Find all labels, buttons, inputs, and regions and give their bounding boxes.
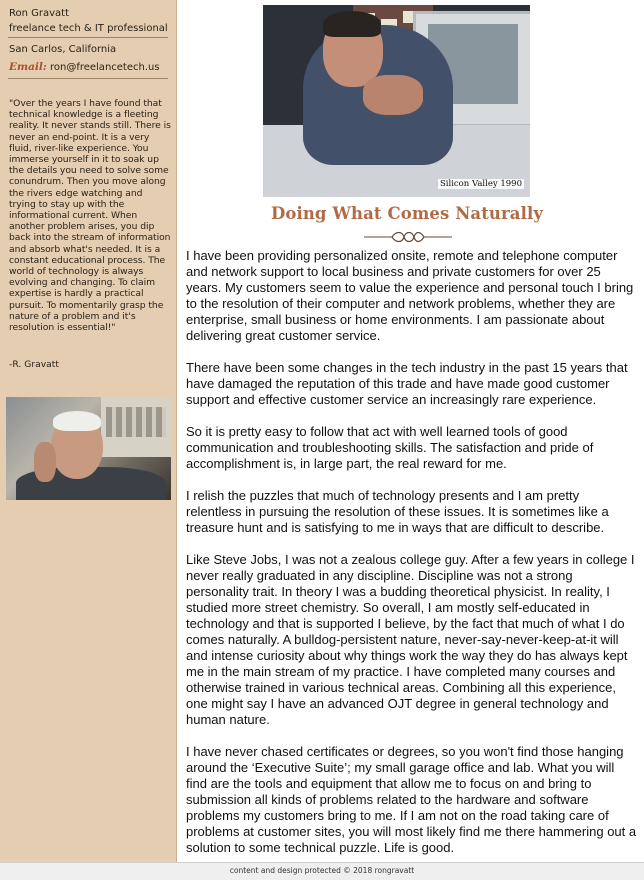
quote-attribution: -R. Gravatt: [9, 359, 60, 370]
email-link[interactable]: ron@freelancetech.us: [49, 62, 160, 73]
paragraph: I have never chased certificates or degrees, so you won't find those hanging around the ‘Executive Suite’; my small garage office and lab. What you will find are the tools and equipment that allow me to focus on and bring to submission all kinds of problems related to the hardware and software problems my customers bring to me. If I am not on the road taking care of problems at customer sites, you will most likely find me there hammering out a solution to some technical puzzle. Life is good.: [186, 744, 637, 855]
author-name: Ron Gravatt: [9, 8, 70, 19]
paragraph: Like Steve Jobs, I was not a zealous college guy. After a few years in college I never really graduated in any discipline. Discipline was not a strong personality trait. In theory I was a budding theoretical physicist. In reality, I studied more street chemistry. So overall, I am mostly self-educated in technology and that is supported I believe, by the fact that much of what I do comes naturally. A bulldog-persistent nature, never-say-never-keep-at-it will and intense curiosity about why things work the way they do has always kept me in the main stream of my practice. I have completed many courses and otherwise trained in various technical areas. Combining all this experience, one might say I have an advanced OJT degree in general technology and human nature.: [186, 552, 635, 727]
paragraph: So it is pretty easy to follow that act with well learned tools of good communication and troubleshooting skills. The satisfaction and pride of accomplishment is, in large part, the real reward for me.: [186, 424, 594, 471]
ornament-divider-icon: [362, 230, 454, 244]
portrait-photo: [6, 397, 171, 500]
photo-caption: Silicon Valley 1990: [439, 179, 522, 189]
divider: [8, 78, 168, 79]
divider: [8, 37, 168, 38]
paragraph: I relish the puzzles that much of technology presents and I am pretty relentless in pursuing the resolution of these issues. It is sometimes like a treasure hunt and is satisfying to me in ways that are difficult to describe.: [186, 488, 609, 535]
paragraph: There have been some changes in the tech industry in the past 15 years that have damaged the reputation of this trade and have made good customer support and effective customer service an increasingly rare experience.: [186, 360, 628, 407]
author-location: San Carlos, California: [9, 44, 117, 55]
paragraph: I have been providing personalized onsite, remote and telephone computer and network support to local business and private customers for over 25 years. My customers seem to value the experience and personal touch I bring to the resolution of their computer and network problems, whether they are enterprise, small business or home environments. I am passionate about delivering great customer service.: [186, 248, 634, 343]
page-title: Doing What Comes Naturally: [270, 204, 544, 223]
header-photo: [263, 5, 530, 197]
author-title: freelance tech & IT professional: [9, 23, 168, 34]
article-body: [186, 248, 638, 872]
email-row: [9, 61, 160, 74]
email-label: Email:: [9, 61, 47, 73]
footer: content and design protected © 2018 rongravatt: [0, 862, 644, 880]
sidebar: [0, 0, 177, 862]
sidebar-quote: "Over the years I have found that technical knowledge is a fleeting reality. It never stands still. There is never an end-point. It is a very fluid, river-like experience. You immerse yourself in it to soak up the details you need to solve some conundrum. Then you move along the rivers edge watching and trying to stay up with the informational current. When another problem arises, you dip back into the stream of information and absorb what's needed. It is a constant educational process. The world of technology is always evolving and changing. To claim expertise is hardly a practical pursuit. To momentarily grasp the nature of a problem and it's resolution is essential!": [9, 98, 171, 334]
